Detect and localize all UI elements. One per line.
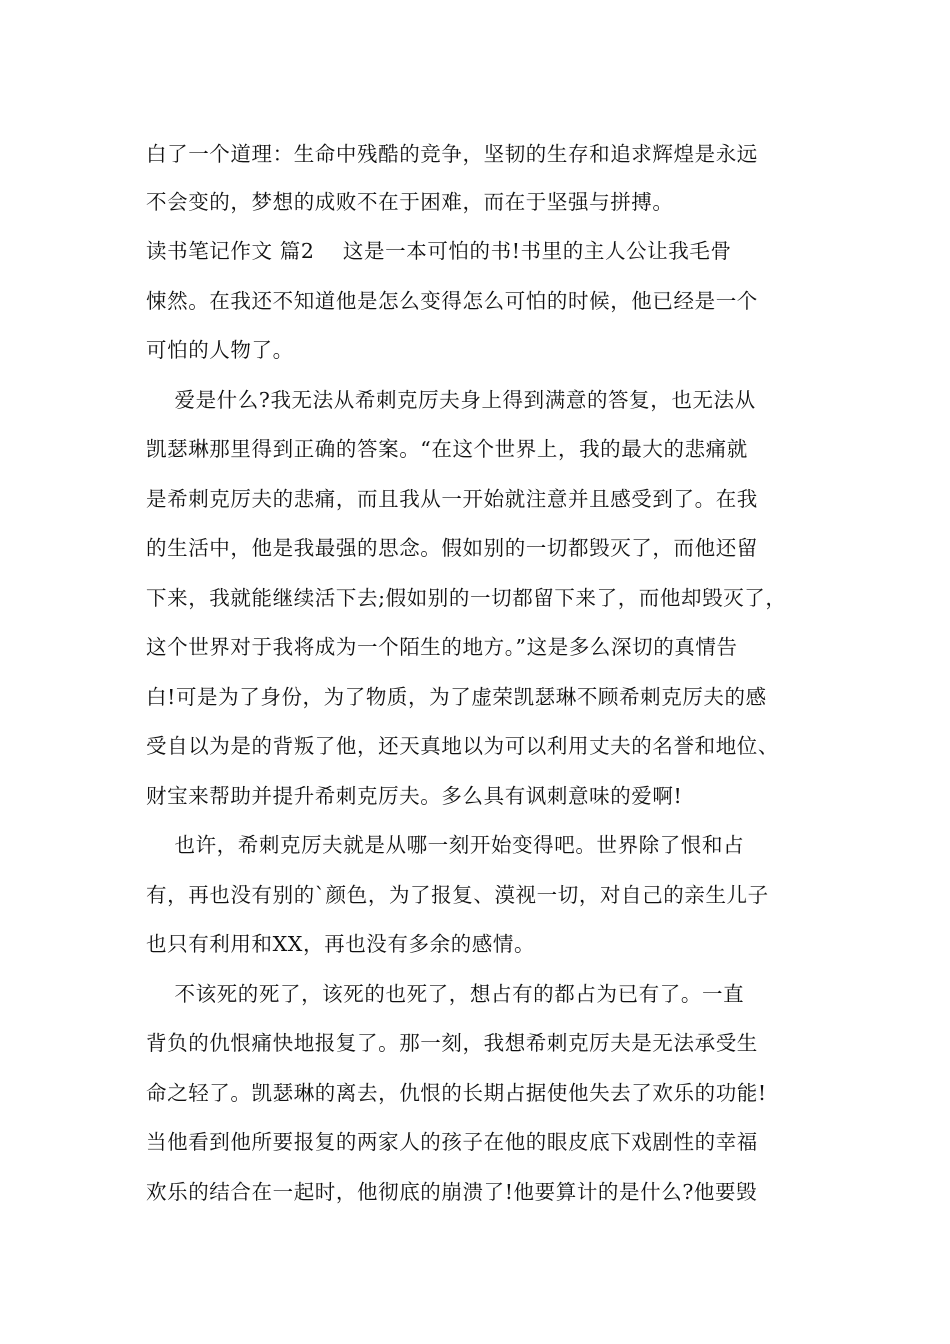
text-line: 白!可是为了身份，为了物质，为了虚荣凯瑟琳不顾希刺克厉夫的感 [146, 685, 767, 709]
text-line: 财宝来帮助并提升希刺克厉夫。多么具有讽刺意味的爱啊! [146, 784, 683, 808]
text-line: 背负的仇恨痛快地报复了。那一刻，我想希刺克厉夫是无法承受生 [146, 1031, 758, 1055]
text-line: 白了一个道理：生命中残酷的竞争，坚韧的生存和追求辉煌是永远 [146, 142, 758, 166]
text-line: 也只有利用和XX，再也没有多余的感情。 [146, 932, 536, 956]
text-line: 可怕的人物了。 [146, 338, 294, 362]
text-line: 下来，我就能继续活下去;假如别的一切都留下来了，而他却毁灭了， [146, 586, 787, 610]
text-line: 也许，希刺克厉夫就是从哪一刻开始变得吧。世界除了恨和占 [146, 833, 745, 857]
text-line: 不会变的，梦想的成败不在于困难，而在于坚强与拼搏。 [146, 190, 674, 214]
section-heading-line: 读书笔记作文 篇2 这是一本可怕的书!书里的主人公让我毛骨 [146, 239, 732, 263]
text-line: 命之轻了。凯瑟琳的离去，仇恨的长期占据使他失去了欢乐的功能! [146, 1081, 767, 1105]
text-line: 悚然。在我还不知道他是怎么变得怎么可怕的时候，他已经是一个 [146, 289, 758, 313]
text-line: 是希刺克厉夫的悲痛，而且我从一开始就注意并且感受到了。在我 [146, 487, 758, 511]
text-line: 有，再也没有别的`颜色，为了报复、漠视一切，对自己的亲生儿子 [146, 883, 769, 907]
text-line: 的生活中，他是我最强的思念。假如别的一切都毁灭了，而他还留 [146, 536, 758, 560]
text-line: 凯瑟琳那里得到正确的答案。“在这个世界上，我的最大的悲痛就 [146, 437, 748, 461]
text-line: 这个世界对于我将成为一个陌生的地方。”这是多么深切的真情告 [146, 635, 738, 659]
text-line: 不该死的死了，该死的也死了，想占有的都占为已有了。一直 [146, 982, 745, 1006]
text-line: 爱是什么?我无法从希刺克厉夫身上得到满意的答复，也无法从 [146, 388, 756, 412]
text-line: 受自以为是的背叛了他，还天真地以为可以利用丈夫的名誉和地位、 [146, 734, 779, 758]
text-line: 欢乐的结合在一起时，他彻底的崩溃了!他要算计的是什么?他要毁 [146, 1180, 758, 1204]
text-line: 当他看到他所要报复的两家人的孩子在他的眼皮底下戏剧性的幸福 [146, 1130, 758, 1154]
